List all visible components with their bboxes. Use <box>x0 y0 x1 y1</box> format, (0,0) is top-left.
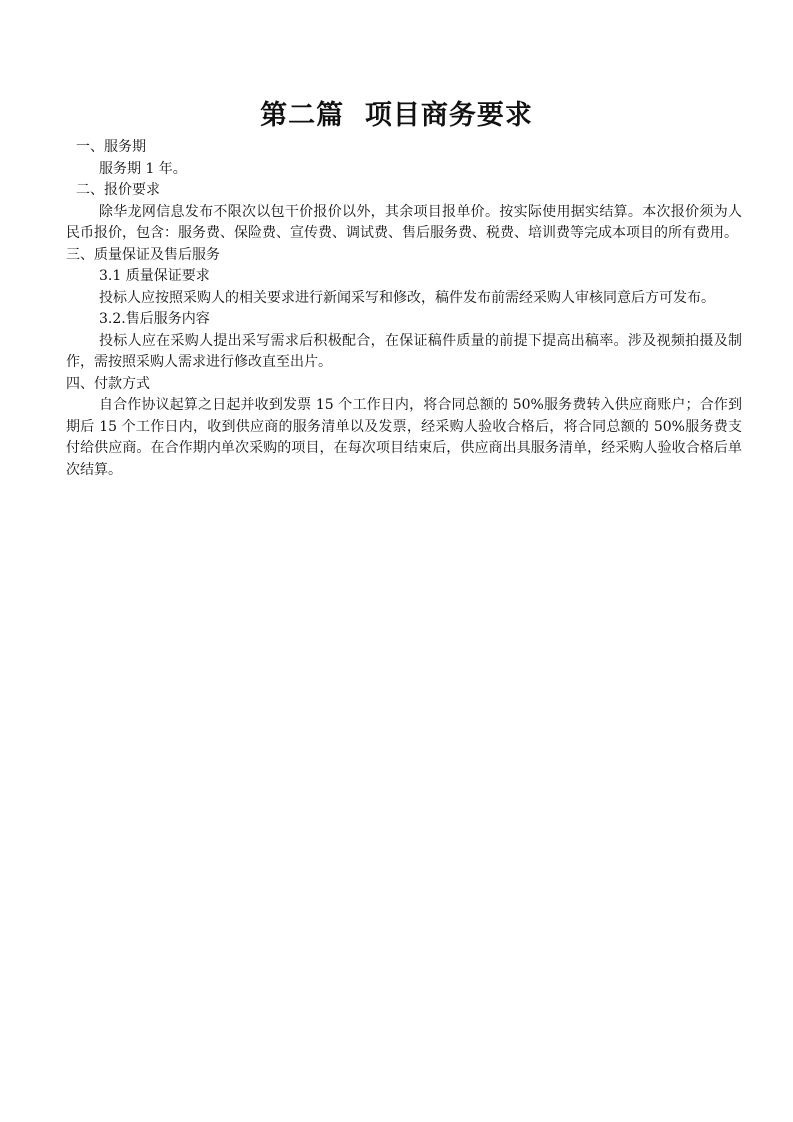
subsection-body-quality-assurance: 投标人应按照采购人的相关要求进行新闻采写和修改，稿件发布前需经采购人审核同意后方可发布。 <box>99 289 715 306</box>
section-body-quotation: 除华龙网信息发布不限次以包干价报价以外，其余项目报单价。按实际使用据实结算。本次报价须为人民币报价，包含：服务费、保险费、宣传费、调试费、售后服务费、税费、培训费等完成本项目的所有费用。 <box>66 203 742 241</box>
page-title: 第二篇 项目商务要求 <box>260 100 533 131</box>
section-heading-quotation: 二、报价要求 <box>76 182 160 198</box>
document-body <box>66 137 742 481</box>
subsection-body-after-sales: 投标人应在采购人提出采写需求后积极配合，在保证稿件质量的前提下提高出稿率。涉及视频拍摄及制作，需按照采购人需求进行修改直至出片。 <box>66 332 742 370</box>
subsection-heading-quality-assurance: 3.1 质量保证要求 <box>99 268 210 284</box>
section-heading-service-period: 一、服务期 <box>76 139 146 155</box>
subsection-heading-after-sales: 3.2.售后服务内容 <box>99 311 210 327</box>
section-body-payment: 自合作协议起算之日起并收到发票 15 个工作日内，将合同总额的 50%服务费转入供应商账户；合作到期后 15 个工作日内，收到供应商的服务清单以及发票，经采购人验收合格后，将合同总额的 50%服务费支付给供应商。在合作期内单次采购的项目，在每次项目结束后，供应商出具服务清单，经采购人验收合格后单次结算。 <box>66 397 742 478</box>
section-heading-payment: 四、付款方式 <box>66 375 150 392</box>
section-heading-quality: 三、质量保证及售后服务 <box>66 246 220 263</box>
section-body-service-period: 服务期 1 年。 <box>99 160 187 177</box>
